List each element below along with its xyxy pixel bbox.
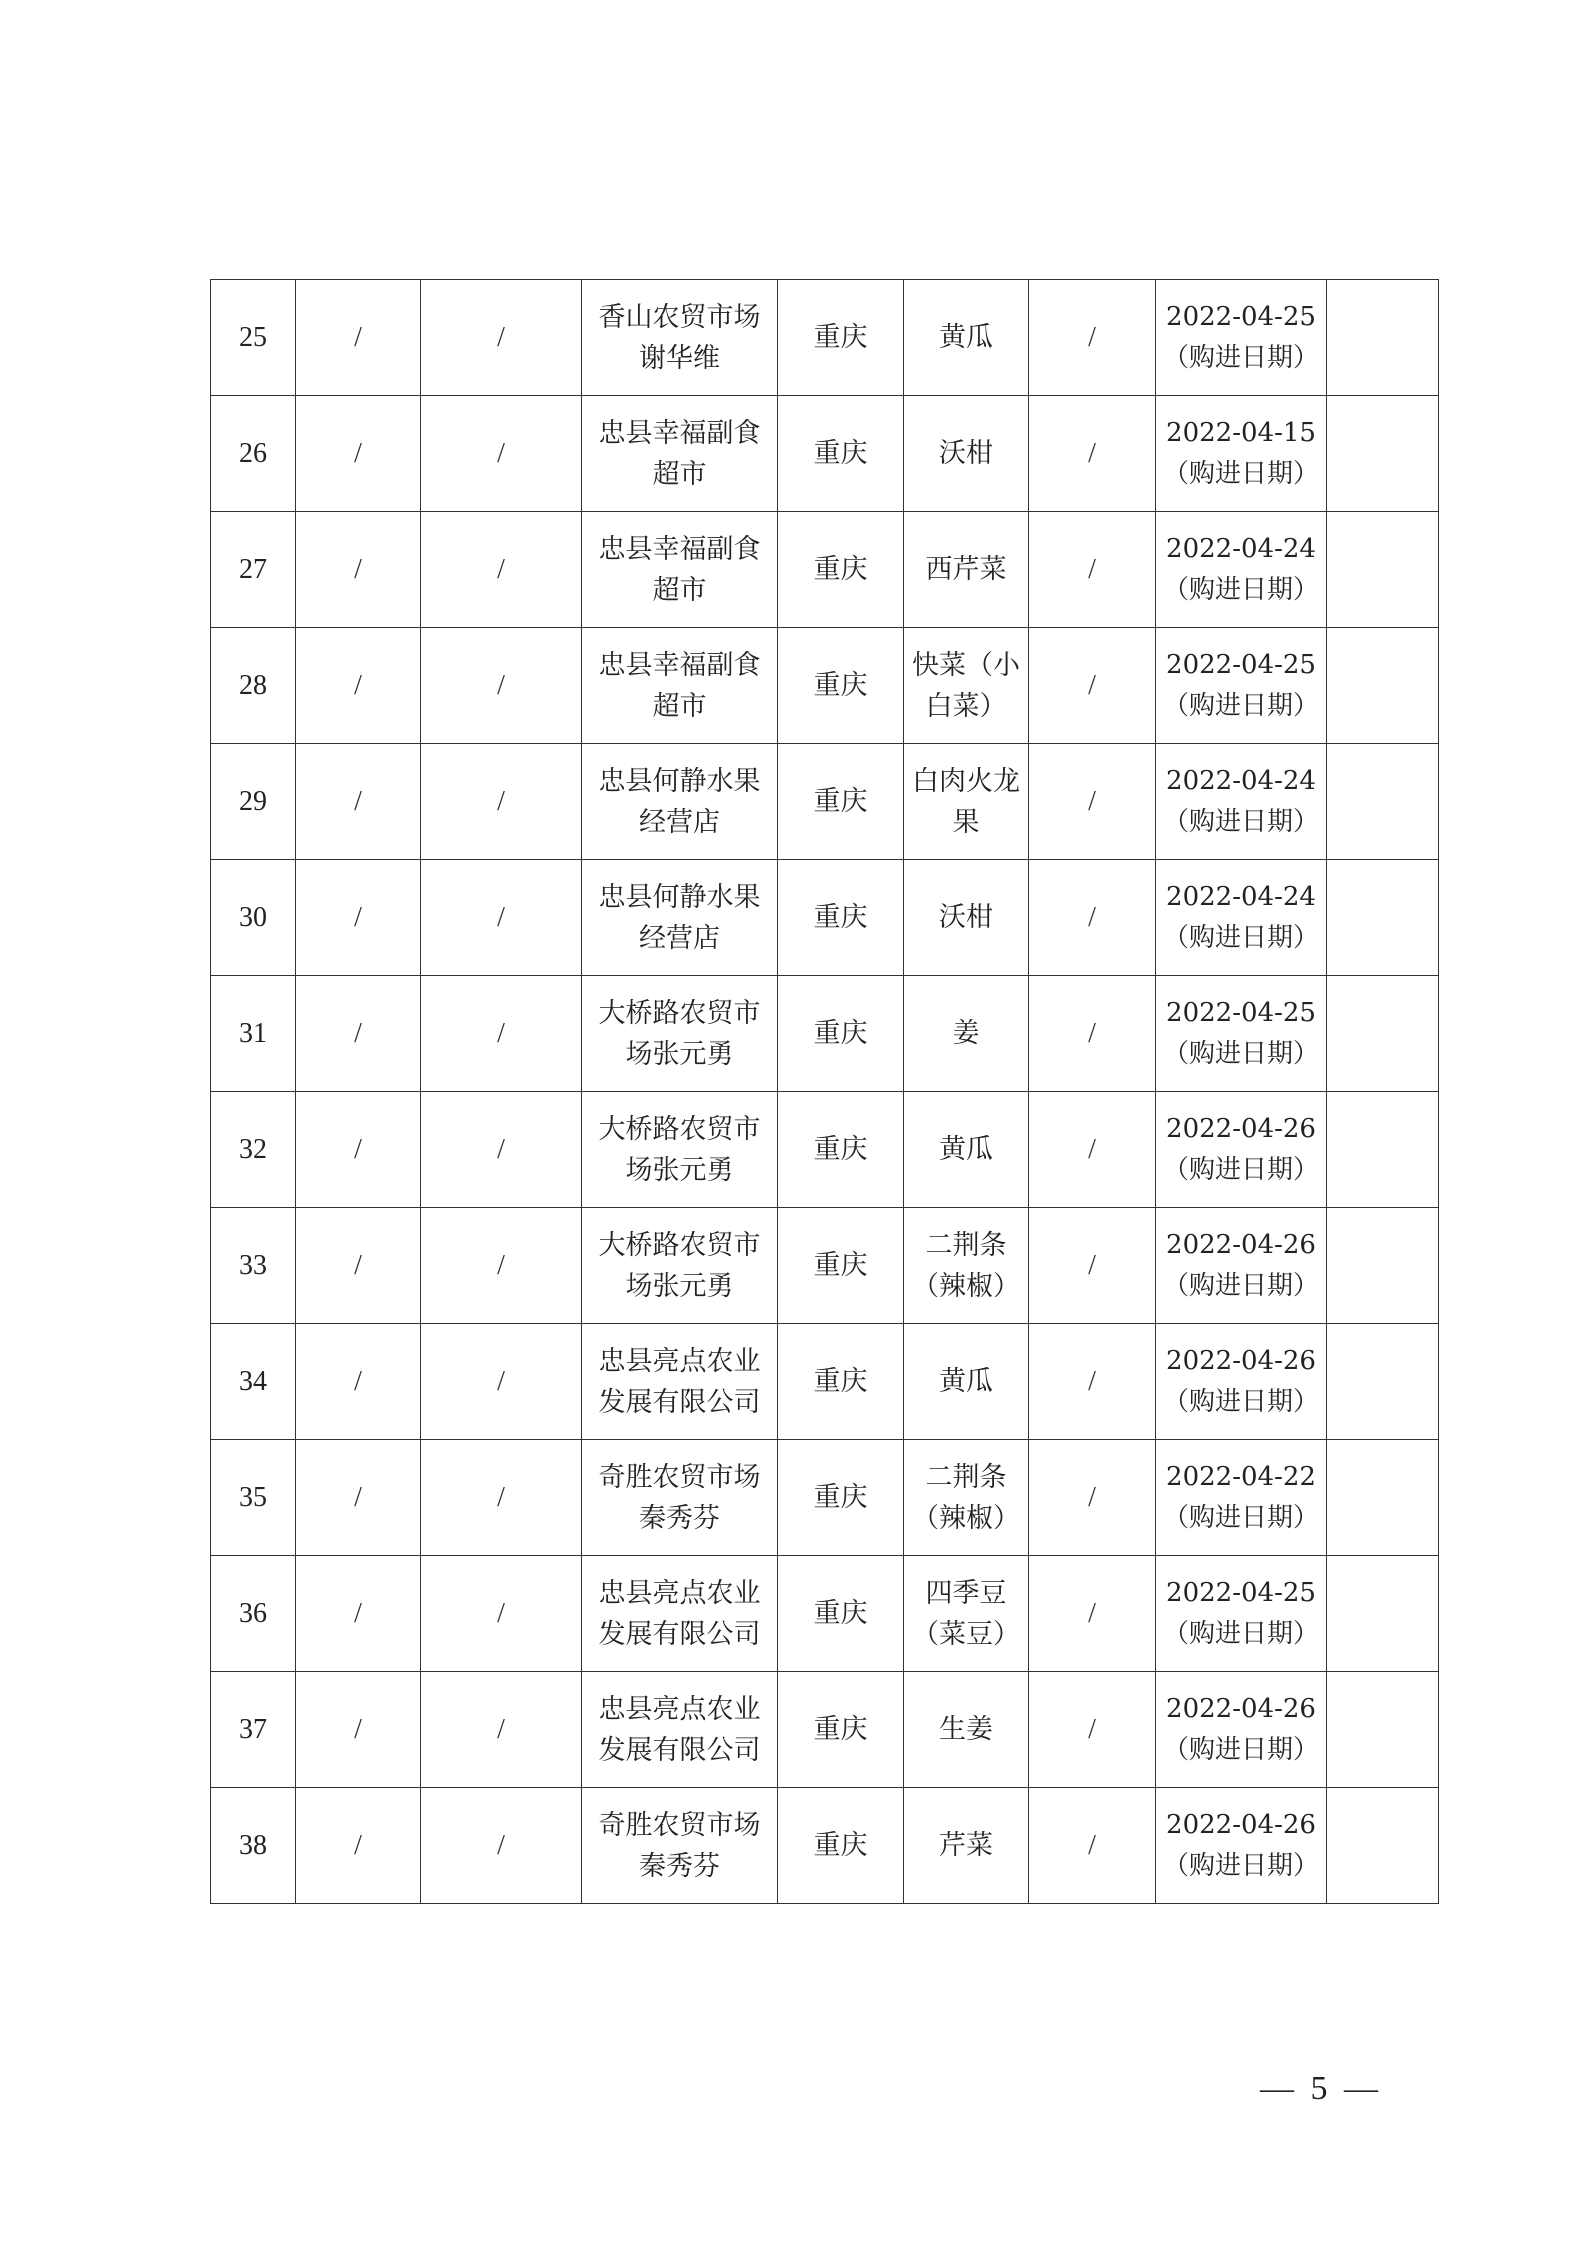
- cell-sampled-unit: 忠县亮点农业发展有限公司: [582, 1556, 778, 1672]
- cell-region: 重庆: [778, 1440, 904, 1556]
- cell-column-2: /: [296, 1092, 421, 1208]
- cell-column-2: /: [296, 1556, 421, 1672]
- cell-sampled-unit: 大桥路农贸市场张元勇: [582, 1092, 778, 1208]
- cell-column-2: /: [296, 1672, 421, 1788]
- cell-date: 2022-04-26 （购进日期）: [1156, 1324, 1327, 1440]
- cell-sampled-unit: 大桥路农贸市场张元勇: [582, 1208, 778, 1324]
- cell-column-3: /: [421, 1440, 582, 1556]
- cell-region: 重庆: [778, 976, 904, 1092]
- cell-serial-number: 28: [211, 628, 296, 744]
- cell-serial-number: 37: [211, 1672, 296, 1788]
- cell-serial-number: 33: [211, 1208, 296, 1324]
- cell-remarks: [1327, 1672, 1439, 1788]
- cell-sampled-unit: 忠县何静水果经营店: [582, 744, 778, 860]
- cell-region: 重庆: [778, 860, 904, 976]
- cell-remarks: [1327, 280, 1439, 396]
- cell-column-2: /: [296, 860, 421, 976]
- cell-region: 重庆: [778, 396, 904, 512]
- cell-remarks: [1327, 1440, 1439, 1556]
- cell-column-2: /: [296, 512, 421, 628]
- cell-date: 2022-04-24 （购进日期）: [1156, 744, 1327, 860]
- cell-sampled-unit: 忠县幸福副食超市: [582, 628, 778, 744]
- cell-serial-number: 31: [211, 976, 296, 1092]
- cell-serial-number: 30: [211, 860, 296, 976]
- cell-column-7: /: [1029, 1788, 1156, 1904]
- cell-column-2: /: [296, 280, 421, 396]
- cell-column-7: /: [1029, 860, 1156, 976]
- cell-column-3: /: [421, 396, 582, 512]
- cell-sampled-unit: 奇胜农贸市场秦秀芬: [582, 1788, 778, 1904]
- table-body: [211, 280, 1439, 1904]
- cell-column-3: /: [421, 1324, 582, 1440]
- cell-region: 重庆: [778, 280, 904, 396]
- cell-date: 2022-04-25 （购进日期）: [1156, 280, 1327, 396]
- cell-remarks: [1327, 860, 1439, 976]
- cell-region: 重庆: [778, 628, 904, 744]
- cell-sampled-unit: 香山农贸市场谢华维: [582, 280, 778, 396]
- table-row: [211, 1672, 1439, 1788]
- cell-serial-number: 25: [211, 280, 296, 396]
- cell-date: 2022-04-25 （购进日期）: [1156, 976, 1327, 1092]
- cell-remarks: [1327, 628, 1439, 744]
- cell-column-7: /: [1029, 1440, 1156, 1556]
- cell-date: 2022-04-25 （购进日期）: [1156, 628, 1327, 744]
- cell-column-3: /: [421, 512, 582, 628]
- cell-column-3: /: [421, 1092, 582, 1208]
- table-row: [211, 744, 1439, 860]
- cell-sampled-unit: 忠县何静水果经营店: [582, 860, 778, 976]
- cell-column-2: /: [296, 976, 421, 1092]
- cell-column-3: /: [421, 860, 582, 976]
- table-row: [211, 976, 1439, 1092]
- cell-date: 2022-04-22 （购进日期）: [1156, 1440, 1327, 1556]
- cell-product-name: 二荆条 （辣椒）: [904, 1208, 1029, 1324]
- cell-product-name: 黄瓜: [904, 1092, 1029, 1208]
- cell-serial-number: 38: [211, 1788, 296, 1904]
- data-table: [210, 279, 1439, 1904]
- cell-remarks: [1327, 1788, 1439, 1904]
- cell-sampled-unit: 忠县亮点农业发展有限公司: [582, 1672, 778, 1788]
- table-row: [211, 396, 1439, 512]
- cell-serial-number: 27: [211, 512, 296, 628]
- cell-column-3: /: [421, 976, 582, 1092]
- cell-date: 2022-04-26 （购进日期）: [1156, 1788, 1327, 1904]
- cell-sampled-unit: 奇胜农贸市场秦秀芬: [582, 1440, 778, 1556]
- cell-column-3: /: [421, 1208, 582, 1324]
- cell-remarks: [1327, 744, 1439, 860]
- cell-column-7: /: [1029, 628, 1156, 744]
- table-row: [211, 1092, 1439, 1208]
- cell-serial-number: 34: [211, 1324, 296, 1440]
- cell-region: 重庆: [778, 1208, 904, 1324]
- cell-remarks: [1327, 976, 1439, 1092]
- table-row: [211, 1324, 1439, 1440]
- cell-product-name: 姜: [904, 976, 1029, 1092]
- table-row: [211, 628, 1439, 744]
- cell-serial-number: 26: [211, 396, 296, 512]
- cell-product-name: 快菜（小白菜）: [904, 628, 1029, 744]
- cell-column-7: /: [1029, 744, 1156, 860]
- cell-column-2: /: [296, 628, 421, 744]
- cell-region: 重庆: [778, 1672, 904, 1788]
- cell-column-7: /: [1029, 1672, 1156, 1788]
- cell-date: 2022-04-24 （购进日期）: [1156, 512, 1327, 628]
- cell-column-7: /: [1029, 512, 1156, 628]
- cell-column-2: /: [296, 1208, 421, 1324]
- cell-region: 重庆: [778, 744, 904, 860]
- cell-column-2: /: [296, 744, 421, 860]
- cell-product-name: 黄瓜: [904, 280, 1029, 396]
- table-row: [211, 1440, 1439, 1556]
- cell-remarks: [1327, 1208, 1439, 1324]
- cell-column-3: /: [421, 280, 582, 396]
- cell-date: 2022-04-15 （购进日期）: [1156, 396, 1327, 512]
- cell-region: 重庆: [778, 1556, 904, 1672]
- cell-date: 2022-04-26 （购进日期）: [1156, 1672, 1327, 1788]
- cell-column-2: /: [296, 1440, 421, 1556]
- cell-column-2: /: [296, 1324, 421, 1440]
- table-row: [211, 512, 1439, 628]
- cell-product-name: 四季豆 （菜豆）: [904, 1556, 1029, 1672]
- cell-sampled-unit: 忠县幸福副食超市: [582, 512, 778, 628]
- cell-product-name: 二荆条 （辣椒）: [904, 1440, 1029, 1556]
- cell-column-7: /: [1029, 1556, 1156, 1672]
- cell-column-3: /: [421, 628, 582, 744]
- cell-sampled-unit: 忠县亮点农业发展有限公司: [582, 1324, 778, 1440]
- cell-remarks: [1327, 1092, 1439, 1208]
- cell-region: 重庆: [778, 1788, 904, 1904]
- cell-product-name: 生姜: [904, 1672, 1029, 1788]
- cell-serial-number: 36: [211, 1556, 296, 1672]
- cell-product-name: 黄瓜: [904, 1324, 1029, 1440]
- cell-column-7: /: [1029, 1208, 1156, 1324]
- cell-date: 2022-04-26 （购进日期）: [1156, 1092, 1327, 1208]
- cell-serial-number: 35: [211, 1440, 296, 1556]
- cell-remarks: [1327, 1556, 1439, 1672]
- cell-column-3: /: [421, 1788, 582, 1904]
- cell-sampled-unit: 忠县幸福副食超市: [582, 396, 778, 512]
- cell-column-7: /: [1029, 976, 1156, 1092]
- cell-column-2: /: [296, 1788, 421, 1904]
- cell-date: 2022-04-24 （购进日期）: [1156, 860, 1327, 976]
- cell-column-2: /: [296, 396, 421, 512]
- cell-product-name: 白肉火龙果: [904, 744, 1029, 860]
- cell-column-7: /: [1029, 396, 1156, 512]
- cell-remarks: [1327, 512, 1439, 628]
- table-row: [211, 1788, 1439, 1904]
- table-row: [211, 280, 1439, 396]
- cell-product-name: 沃柑: [904, 860, 1029, 976]
- cell-date: 2022-04-25 （购进日期）: [1156, 1556, 1327, 1672]
- cell-region: 重庆: [778, 512, 904, 628]
- cell-product-name: 沃柑: [904, 396, 1029, 512]
- cell-column-3: /: [421, 1556, 582, 1672]
- cell-product-name: 芹菜: [904, 1788, 1029, 1904]
- cell-serial-number: 32: [211, 1092, 296, 1208]
- cell-region: 重庆: [778, 1092, 904, 1208]
- cell-column-7: /: [1029, 1324, 1156, 1440]
- cell-remarks: [1327, 1324, 1439, 1440]
- table-row: [211, 1208, 1439, 1324]
- table-row: [211, 1556, 1439, 1672]
- cell-product-name: 西芹菜: [904, 512, 1029, 628]
- cell-column-7: /: [1029, 1092, 1156, 1208]
- table-row: [211, 860, 1439, 976]
- cell-sampled-unit: 大桥路农贸市场张元勇: [582, 976, 778, 1092]
- cell-column-3: /: [421, 1672, 582, 1788]
- cell-date: 2022-04-26 （购进日期）: [1156, 1208, 1327, 1324]
- cell-region: 重庆: [778, 1324, 904, 1440]
- page-number: — 5 —: [1260, 2070, 1382, 2107]
- cell-column-7: /: [1029, 280, 1156, 396]
- cell-serial-number: 29: [211, 744, 296, 860]
- cell-column-3: /: [421, 744, 582, 860]
- cell-remarks: [1327, 396, 1439, 512]
